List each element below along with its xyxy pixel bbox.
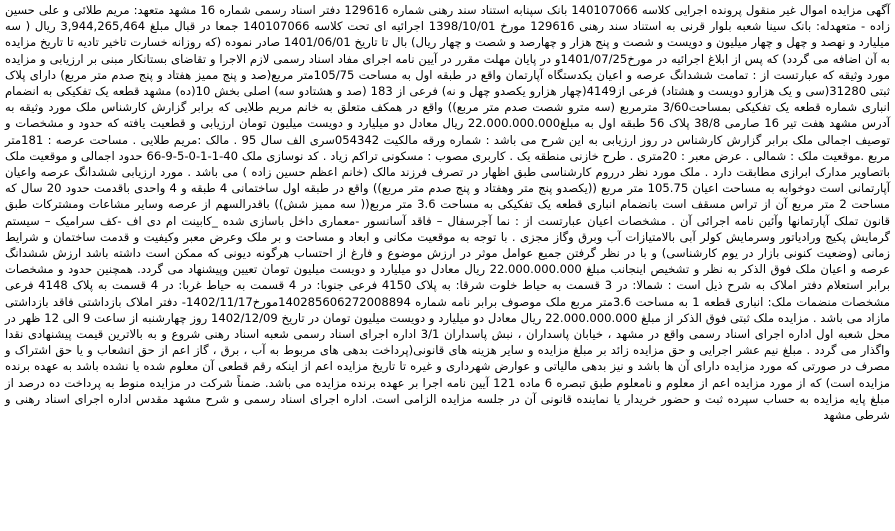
auction-notice-body: آگهی مزایده اموال غیر منقول پرونده اجرایی کلاسه 140107066 بانک سپنابه استناد سند رهنی شماره 129616 دفتر اسناد رسمی شماره 16 مشهد متعهد: مریم طلائی و علی حسین زاده - متعهدله: بانک سینا شعبه بلوار قرنی به استناد سند رهنی 129616 مورخ 1398/10/01 اجرائیه ای تحت کلاسه 140107066 جمعا در قبال مبلغ 3,944,265,464 ریال ( سه میلیارد و نهصد و چهل و چهار میلیون و دویست و شصت و پنج هزار و چهارصد و شصت و چهار ریال) بال تا تاریخ 1401/06/01 صادر نموده (که روزانه خسارت تاخیر تادیه تا تاریخ مزایده به آن اضافه می گردد) که پس از ابلاغ اجرائیه در مورخ1401/07/25و در پایان مهلت مقرر در آیین نامه اجرای مفاد اسناد رسمی لازم الاجرا و تقاضای بستانکار مبنی بر ارزیابی و مزایده مورد وثیقه که عبارتست از : تمامت ششدانگ عرصه و اعیان یکدستگاه آپارتمان واقع در طبقه اول به مساحت 105/75متر مربع(صد و پنج مميز هفتاد و پنج صدم متر مربع) دارای پلاک ثبتی 31280(سی و یک هزارو دویست و هشتاد) فرعی از4149(چهار هزارو یکصدو چهل و نه) فرعی از 183 (صد و هشتادو سه) اصلی بخش 10(ده) مشهد قطعه یک تفکیکی به انضمام انباری شماره قطعه یک تفکیکی بمساحت3/60 مترمربع (سه مترو شصت صدم متر مربع)) واقع در همکف متعلق به خانم مریم طلایی که برابر گزارش کارشناس ملک مورد وثیقه به آدرس مشهد هفت تیر 16 صارمی 38/8 پلاک 56 طبقه اول به مبلغ22.000.000.000 ریال معادل دو میلیارد و دویست میلیون تومان ارزیابی و قطعیت یافته که حدود و مشخصات و توصیف اجمالی ملک برابر گزارش کارشناس در روز ارزیابی به این شرح می باشد : شماره ورقه مالکیت 054342سری الف سال 95 . مالک :مریم طلایی . مساحت عرصه : 181متر مربع .موقعیت ملک : شمالی . عرض معبر : 20متری . طرح خازنی منطقه یک . کاربری مصوب : مسکونی تراکم زیاد . کد نوسازی ملک 40-1-1-0-5-9-66 حدود اجمالی و موقعیت ملک باتصاویر مدارک ابرازی مطابقت دارد . ملک مورد نظر درروم کارشناسی طبق اظهار در تصرف فرزند مالک (خانم اعظم حسین زاده ) می باشد . مورد ارزیابی ششدانگ عرصه واعیان آپارتمانی است دوخوابه به مساحت اعیان 105.75 متر مربع ((یکصدو پنج متر وهفتاد و پنج صدم متر مربع)) واقع در طبقه اول ساختمانی 4 طبقه و 4 واحدی باقدمت حدود 20 سال که مساحت 2 متر مربع آن از تراس مسقف است بانضمام انباری قطعه یک تفکیکی به مساحت 3.6 متر مربع(( سه مميز شش)) باقدرالسهم از عرصه وسایر مشاعات ومشترکات طبق قانون تملک آپارتمانها وآئین نامه اجرائی آن . مشخصات اعیان عبارتست از : نما آجرسفال – فاقد آسانسور -معماری داخل باسازی شده _کابینت ام دی اف -کف سرامیک – سیستم گرمایش پکیج ورادیاتور وسرمایش کولر آبی بالامتیازات آب وبرق وگاز مجزی . با توجه به موقعیت مکانی و ابعاد و مساحت و بر ملک وعرض معبر وکیفیت و قدمت ساختمان و شرایط زمانی (وضعیت کنونی بازار در یوم کارشناسی) و با در نظر گرفتن جمیع عوامل موثر در ارزش موضوع و فارغ از احتساب هرگونه دیونی که ممکن است داشته باشد ارزش ششدانگ عرصه و اعیان ملک فوق الذکر به نظر و تشخیص اینجانب مبلغ 22.000.000.000 ریال معادل دو میلیارد و دویست میلیون تومان تعیین وپیشنهاد می گردد. همچنین حدود و مشخصات برابر استعلام دفتر املاک به شرح ذیل است : شمالا: در 3 قسمت به حیاط خلوت شرقا: به پلاک 4150 فرعی جنوبا: در 4 قسمت به حیاط غربا: در 4 قسمت به پلاک 4148 فرعی مشخصات منضمات ملک: انباری قطعه 1 به مساحت 3.6متر مربع ملک موصوف برابر نامه شماره 140285606272008894مورخ1402/11/17- دفتر املاک بازداشتی فاقد بازداشتی مازاد می باشد . مزایده ملک ثبتی فوق الذکر از مبلغ 22.000.000.000 ریال معادل دو میلیارد و دویست میلیون تومان در تاریخ 1402/12/09 روز چهارشنبه از ساعت 9 الی 12 ظهر در محل شعبه اول اداره اجرای اسناد رسمی واقع در مشهد ، خیابان پاسداران ، نبش پاسداران 3/1 اداره اجرای اسناد رسمی شعبه اسناد رهنی شروع و به بالاترین قیمت پیشنهادی نقدا واگذار می گردد . مبلغ نیم عشر اجرایی و حق مزایده زائد بر مبلغ مزایده و سایر هزینه های قانونی(پرداخت بدهی های مربوط به آب ، برق ، گاز اعم از حق انشعاب و یا حق اشتراک و مصرف در صورتی که مورد مزایده دارای آن ها باشد و نیز بدهی مالیاتی و عوارض شهرداری و غیره تا تاریخ مزایده اعم از اینکه رقم قطعی آن معلوم شده یا نشده باشد به عهده برنده مزایده است) که از مورد مزایده اعم از معلوم و نامعلوم طبق تبصره 6 ماده 121 آیین نامه اجرا بر عهده برنده مزایده می باشد. ضمناً شرکت در مزایده منوط به پرداخت ده درصد از مبلغ پایه مزایده به حساب سپرده ثبت و حضور خریدار یا نماینده قانونی آن در جلسه مزایده الزامی است. اداره اجرای اسناد رسمی و شرح مشهد مقدس اداره اجرای اسناد رهنی و شرطی مشهد bbox=[5, 3, 891, 423]
